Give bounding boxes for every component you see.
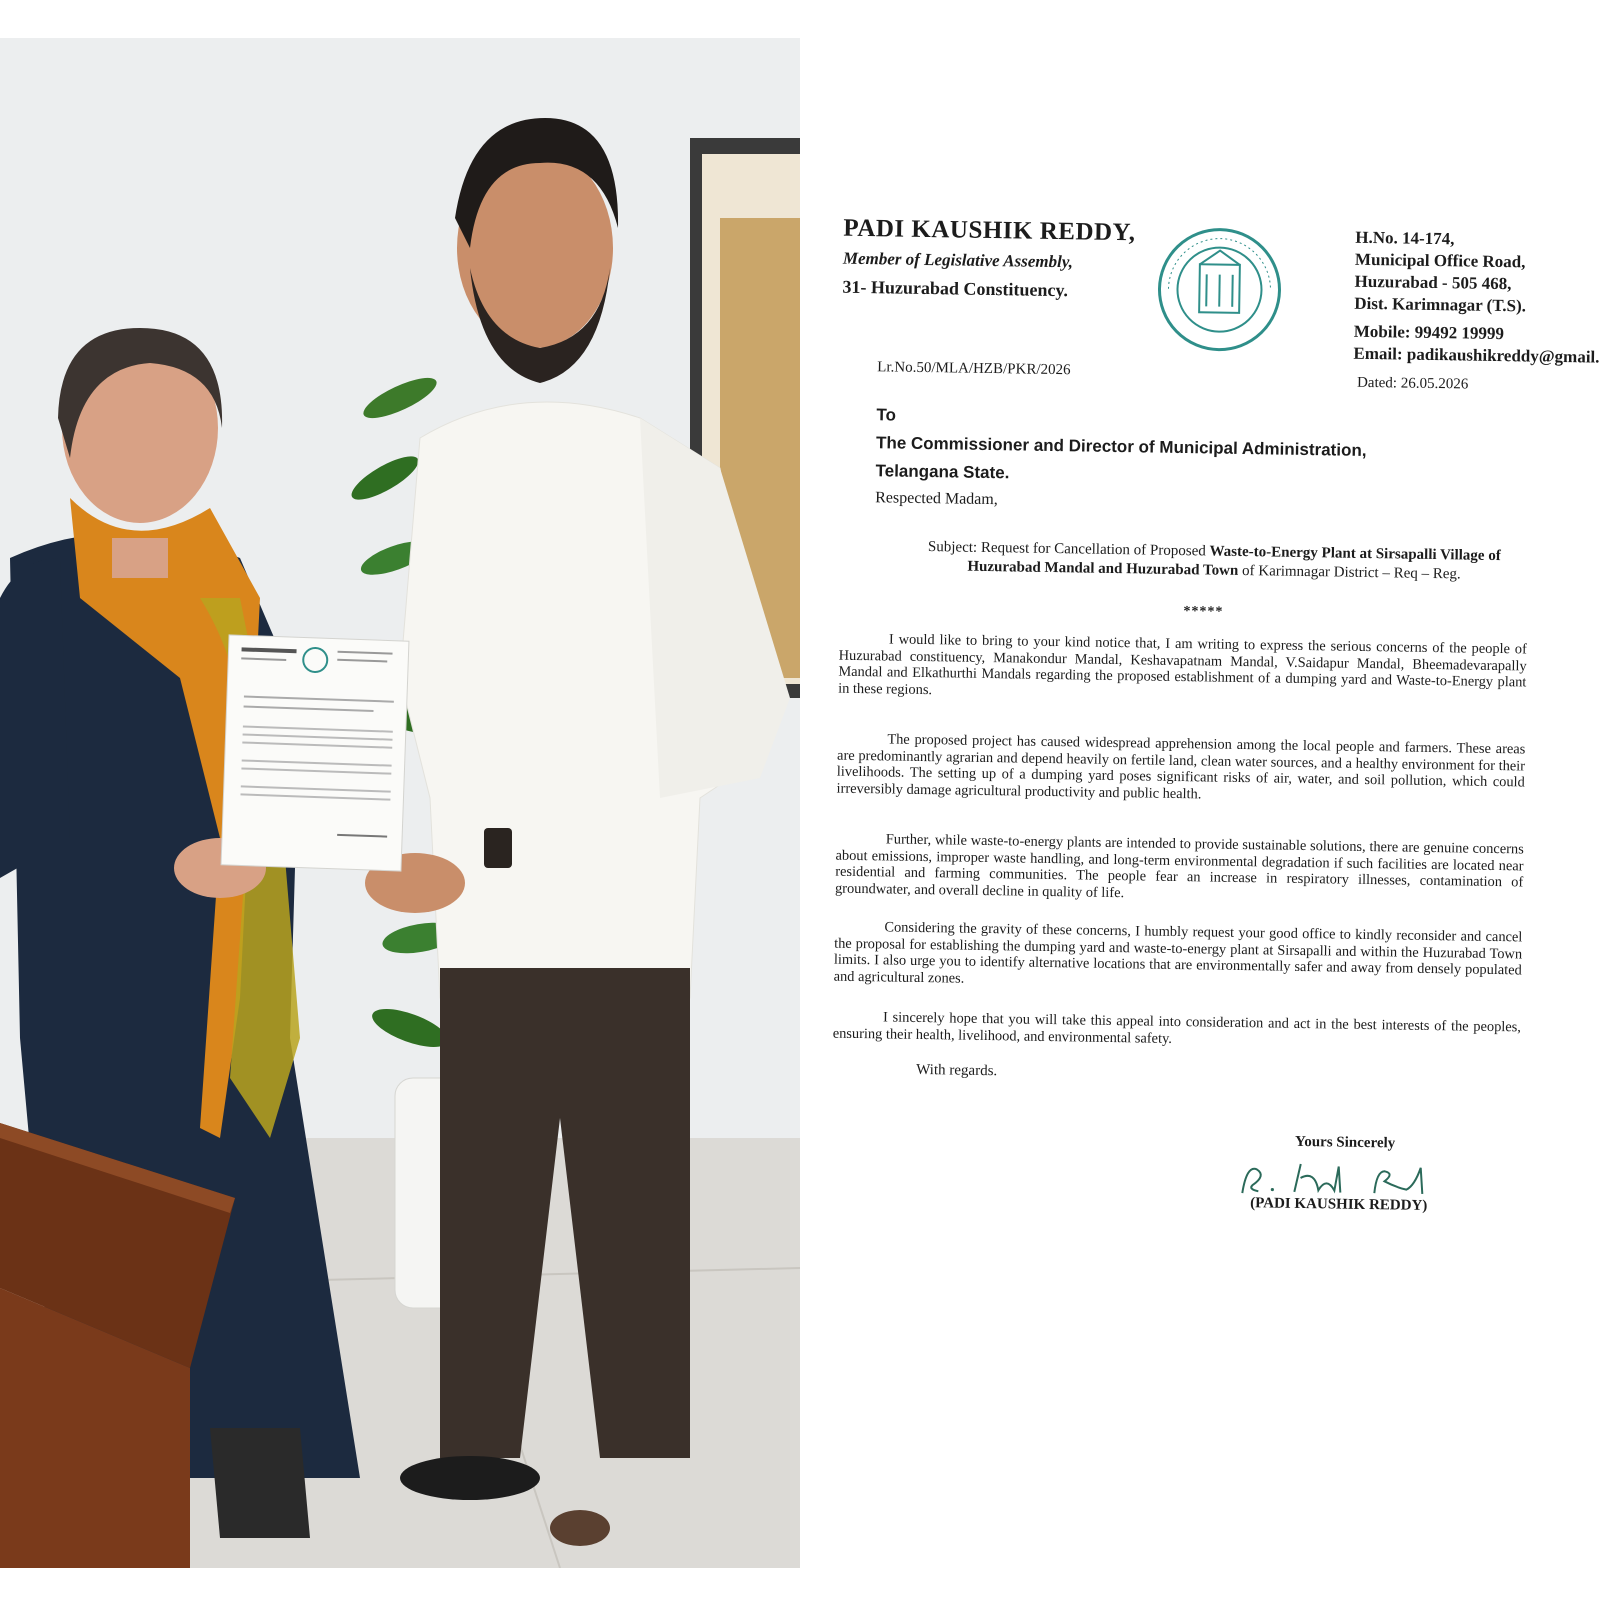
assembly-seal-icon <box>1153 224 1285 356</box>
sender-name: PADI KAUSHIK REDDY, <box>843 214 1136 247</box>
email-address: Email: padikaushikreddy@gmail. <box>1353 343 1600 367</box>
sender-constituency: 31- Huzurabad Constituency. <box>842 276 1069 301</box>
yours-sincerely: Yours Sincerely <box>1294 1133 1396 1152</box>
address-line-1: H.No. 14-174, <box>1355 227 1455 249</box>
separator: ***** <box>1183 604 1224 620</box>
address-line-3: Huzurabad - 505 468, <box>1354 271 1512 294</box>
paragraph-2: The proposed project has caused widespread apprehension among the local people and farmers. These areas are predominantly agrarian and depend heavily on fertile land, clean water sources, and a healthy environment for their livelihoods. The setting up of a dumping yard poses significant risks of air, water, and soil pollution, which could irreversibly damage agricultural productivity and public health. <box>836 731 1526 802</box>
recipient-block <box>875 401 1367 493</box>
subject-prefix: Subject: Request for Cancellation of Proposed <box>927 539 1210 560</box>
paragraph-4: Considering the gravity of these concerns, I humbly request your good office to kindly reconsider and cancel the proposal for establishing the dumping yard and waste-to-energy plant at Sirsapalli and within the Huzurabad Town limits. I also urge you to identify alternative locations that are environmentally safer and away from densely populated and agricultural zones. <box>833 919 1523 987</box>
handover-photo <box>0 38 800 1568</box>
paragraph-1: I would like to bring to your kind notice that, I am writing to express the serious concerns of the people of Huzurabad constituency, Manakondur Mandal, Keshavapatnam Mandal, V.Saidapur Mandal, Bheemadevarapally Mandal and Elkathurthi Mandals regarding the proposed establishment of a dumping yard and Waste-to-Energy plant in these regions. <box>838 631 1527 698</box>
paragraph-3: Further, while waste-to-energy plants are intended to provide sustainable solutions, there are genuine concerns about emissions, improper waste handling, and long-term environmental degradation if such facilities are located near residential and farming communities. The people fear an increase in respiratory illnesses, contamination of groundwater, and overall decline in quality of life. <box>834 831 1524 901</box>
handed-letter <box>221 635 409 871</box>
address-line-2: Municipal Office Road, <box>1354 249 1526 272</box>
to-label: To <box>876 405 897 425</box>
photo-illustration <box>0 38 800 1568</box>
paragraph-5: I sincerely hope that you will take this appeal into consideration and act in the best interests of the peoples, ensuring their health, livelihood, and environmental safety. <box>832 1009 1522 1047</box>
letter-date: Dated: 26.05.2026 <box>1356 374 1469 393</box>
reference-number: Lr.No.50/MLA/HZB/PKR/2026 <box>877 359 1071 379</box>
subject-suffix: of Karimnagar District – Req – Reg. <box>1238 562 1461 583</box>
salutation: Respected Madam, <box>875 489 998 509</box>
recipient-line-2: Telangana State. <box>875 461 1010 483</box>
sender-role: Member of Legislative Assembly, <box>842 248 1074 272</box>
closing: With regards. <box>916 1061 998 1080</box>
letter-page <box>781 190 1600 1432</box>
mobile-number: Mobile: 99492 19999 <box>1353 321 1505 344</box>
address-line-4: Dist. Karimnagar (T.S). <box>1354 293 1527 316</box>
recipient-line-1: The Commissioner and Director of Municipal Administration, <box>875 433 1367 460</box>
subject-line <box>894 538 1535 586</box>
subject-bold: Waste-to-Energy Plant at Sirsapalli Village of Huzurabad Mandal and Huzurabad Town <box>967 543 1501 579</box>
sender-address <box>1353 227 1600 369</box>
signatory-name: (PADI KAUSHIK REDDY) <box>1250 1195 1428 1214</box>
